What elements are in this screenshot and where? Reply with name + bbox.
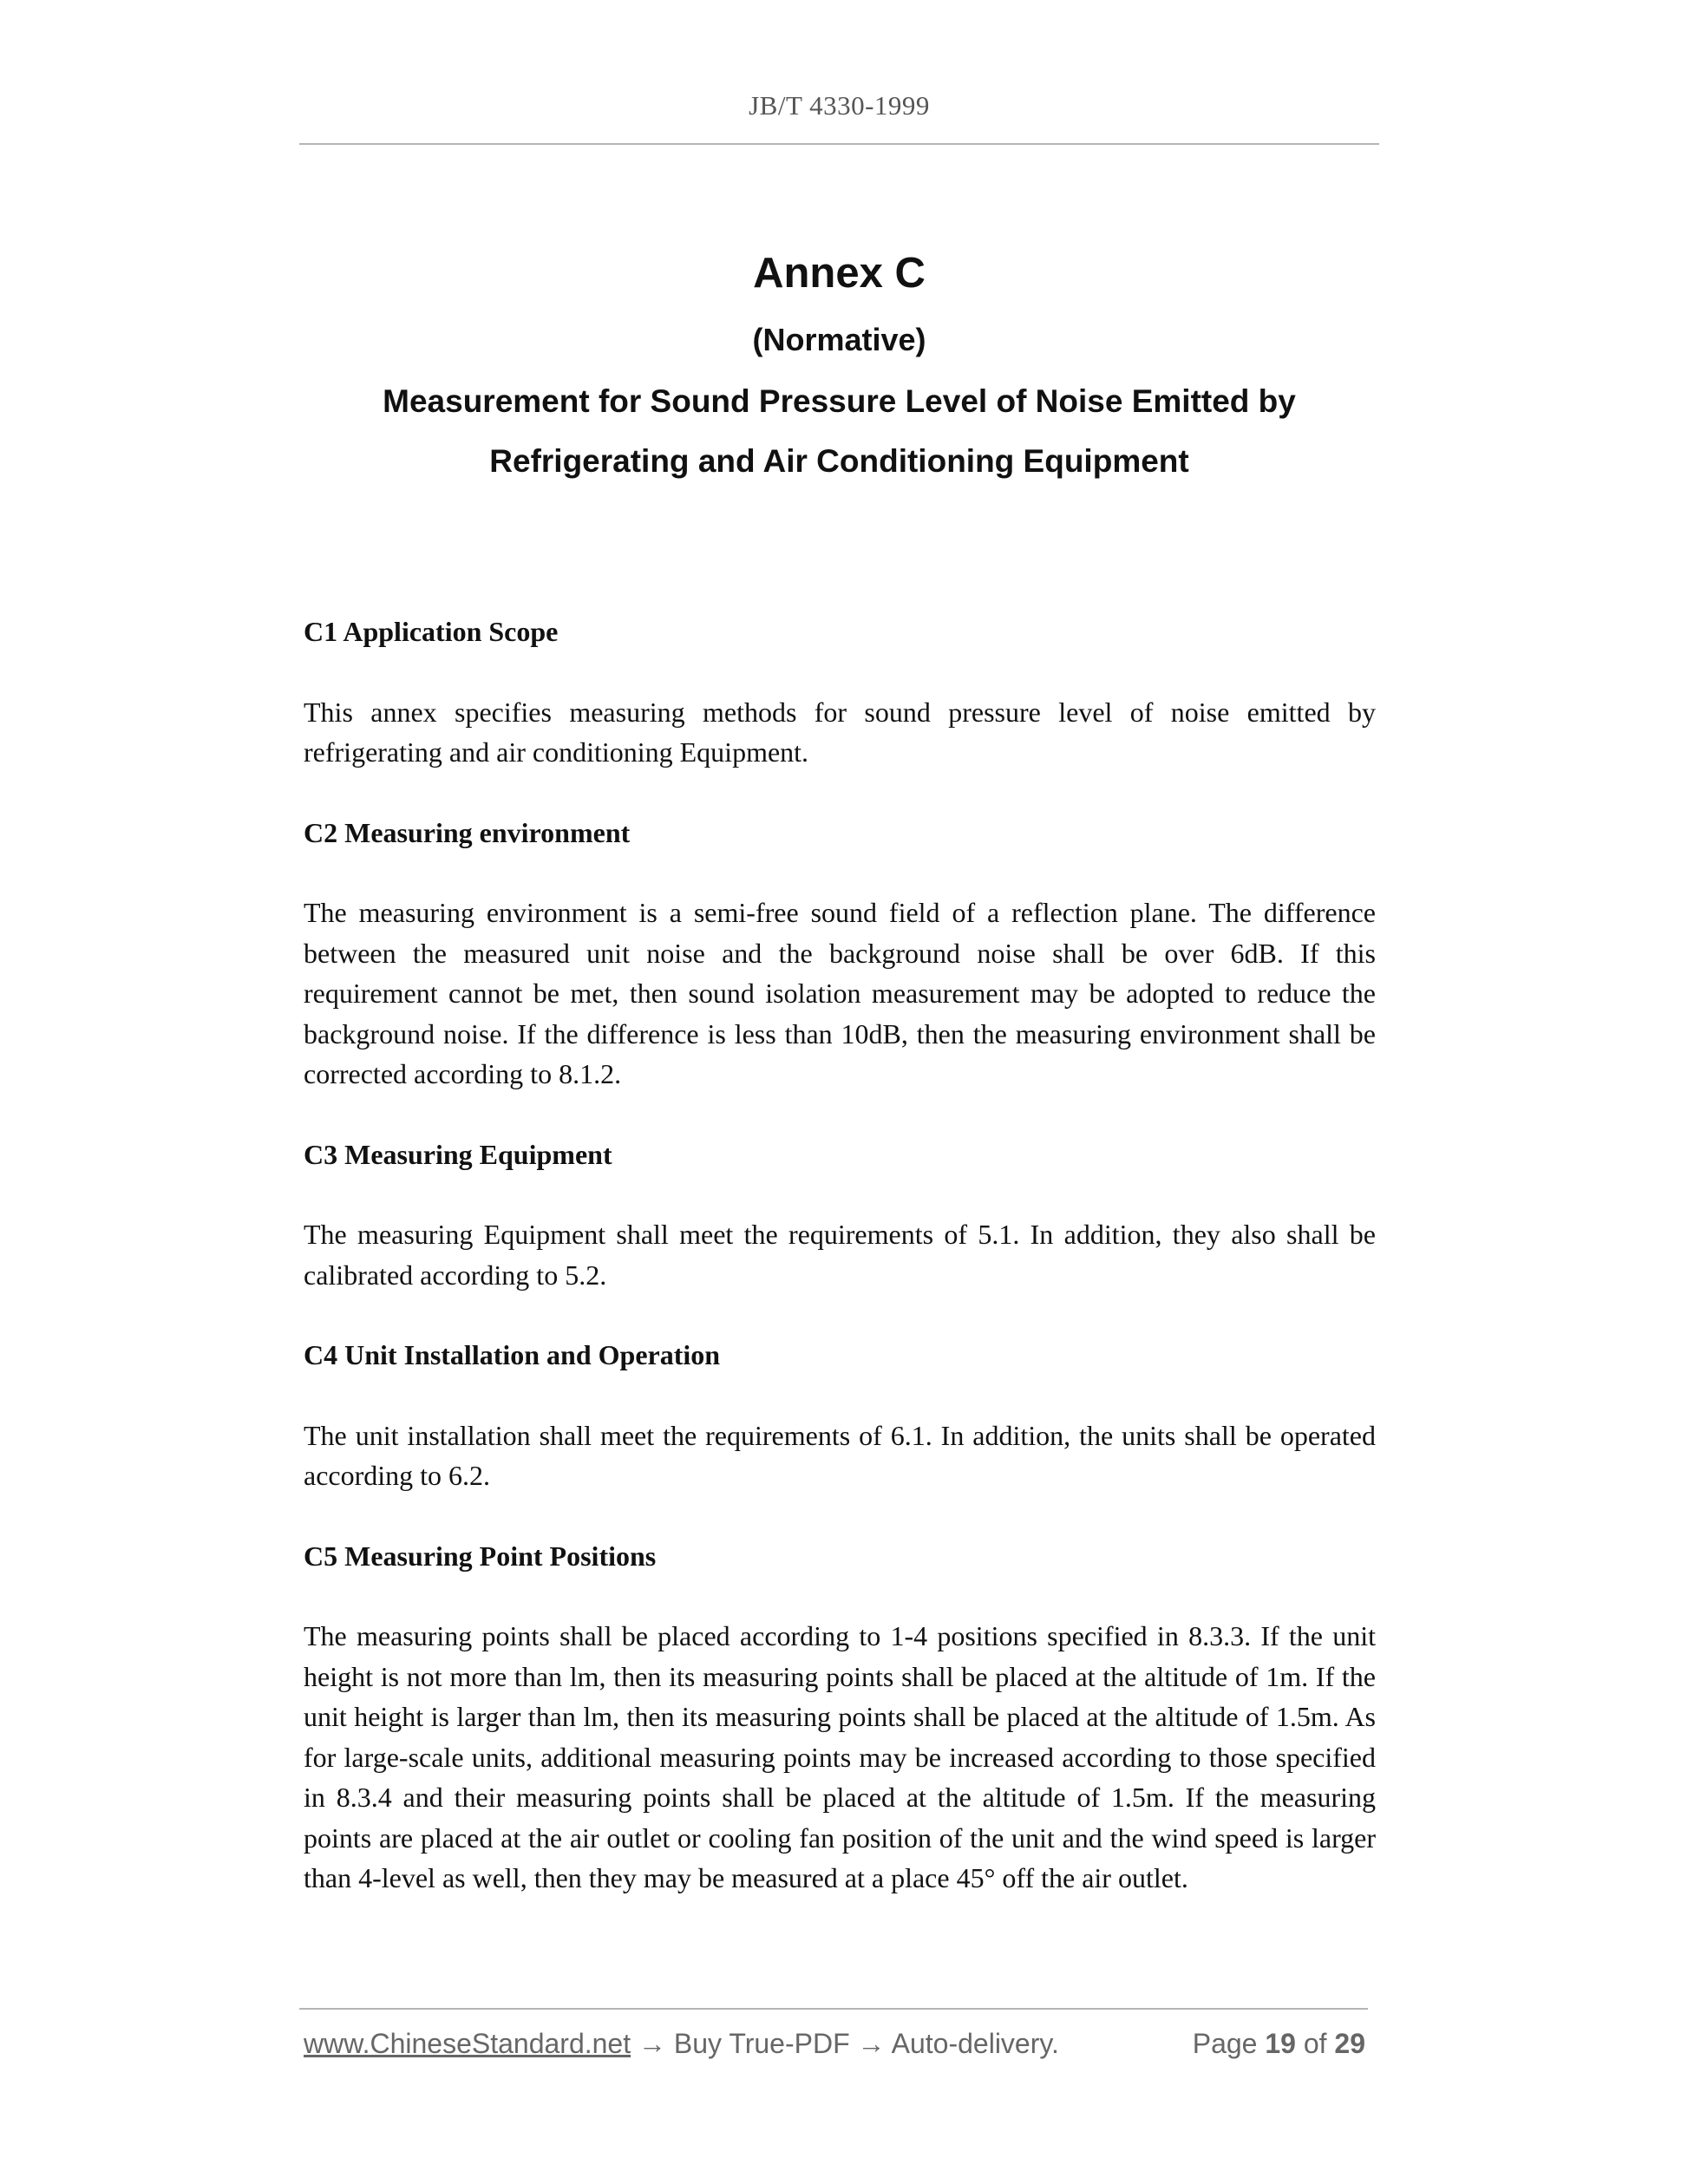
section-heading: C5 Measuring Point Positions bbox=[304, 1540, 657, 1572]
section-heading: C2 Measuring environment bbox=[304, 816, 631, 848]
annex-type-label: (Normative) bbox=[752, 322, 926, 357]
section-paragraph: The unit installation shall meet the requirements of 6.1. In addition, the units shall be operated according to 6.2. bbox=[304, 1419, 1376, 1491]
section-c5 bbox=[304, 1536, 1376, 1899]
section-heading: C4 Unit Installation and Operation bbox=[304, 1339, 721, 1370]
section-heading: C3 Measuring Equipment bbox=[304, 1138, 612, 1170]
page-indicator bbox=[1193, 2028, 1365, 2060]
section-paragraph: The measuring points shall be placed according to 1-4 positions specified in 8.3.3. If the unit height is not more than lm, then its measuring points shall be placed at the altitude of 1m. If the unit height is larger than lm, then its measuring points shall be placed at the altitude of 1.5m. As for large-scale units, additional measuring points may be increased according to those specified in 8.3.4 and their measuring points shall be placed at the altitude of 1.5m. If the measuring points are placed at the air outlet or cooling fan position of the unit and the wind speed is larger than 4-level as well, then they may be measured at a place 45° off the air outlet. bbox=[304, 1620, 1376, 1893]
page-of-label: of bbox=[1303, 2028, 1327, 2059]
page-current: 19 bbox=[1265, 2028, 1296, 2059]
annex-subtitle bbox=[299, 371, 1379, 491]
section-c4 bbox=[304, 1335, 1376, 1496]
page-label: Page bbox=[1192, 2028, 1258, 2059]
annex-subtitle-line-2: Refrigerating and Air Conditioning Equipment bbox=[489, 443, 1189, 479]
annex-subtitle-line-1: Measurement for Sound Pressure Level of Noise Emitted by bbox=[383, 383, 1296, 419]
section-heading: C1 Application Scope bbox=[304, 616, 559, 647]
annex-title-block bbox=[299, 243, 1379, 491]
section-c2 bbox=[304, 813, 1376, 1095]
chinesestandard-link[interactable]: www.ChineseStandard.net bbox=[304, 2028, 631, 2059]
section-c1 bbox=[304, 611, 1376, 773]
page-footer bbox=[304, 2028, 1368, 2066]
footer-promo bbox=[304, 2028, 1059, 2060]
annex-body bbox=[304, 611, 1376, 1939]
running-header: JB/T 4330-1999 bbox=[749, 90, 930, 121]
footer-promo-text: → Buy True-PDF → Auto-delivery. bbox=[631, 2028, 1059, 2059]
section-c3 bbox=[304, 1135, 1376, 1296]
section-paragraph: The measuring environment is a semi-free sound field of a reflection plane. The difference between the measured unit noise and the background noise shall be over 6dB. If this requirement cannot be met, then sound isolation measurement may be adopted to reduce the background noise. If the difference is less than 10dB, then the measuring environment shall be corrected according to 8.1.2. bbox=[304, 897, 1376, 1089]
header-divider bbox=[299, 143, 1379, 145]
annex-title: Annex C bbox=[753, 250, 926, 297]
section-paragraph: The measuring Equipment shall meet the requirements of 5.1. In addition, they also shall be calibrated according to 5.2. bbox=[304, 1219, 1376, 1291]
section-paragraph: This annex specifies measuring methods for sound pressure level of noise emitted by refrigerating and air conditioning Equipment. bbox=[304, 696, 1376, 768]
page-total: 29 bbox=[1334, 2028, 1365, 2059]
footer-divider bbox=[299, 2008, 1368, 2010]
